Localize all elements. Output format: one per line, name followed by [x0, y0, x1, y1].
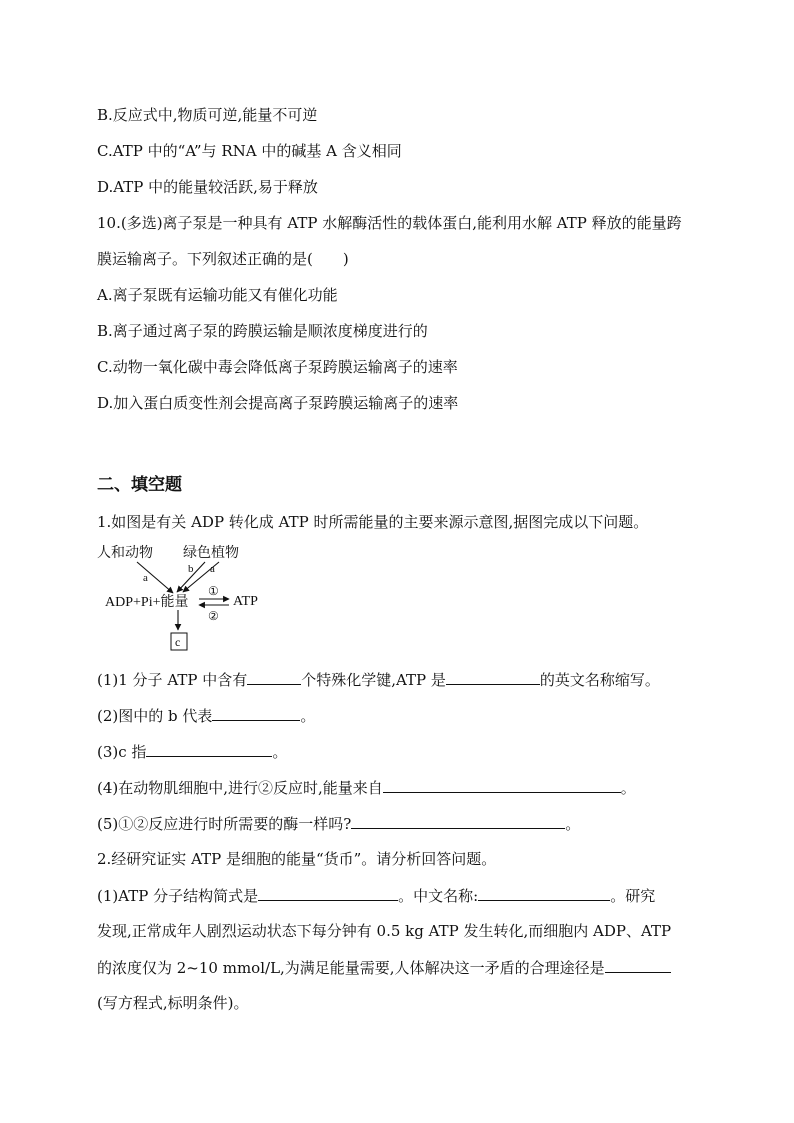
q1-part5 [97, 813, 580, 834]
q9-option-c: C.ATP 中的“A”与 RNA 中的碱基 A 含义相同 [97, 142, 402, 160]
q10-option-c: C.动物一氧化碳中毒会降低离子泵跨膜运输离子的速率 [97, 358, 458, 376]
q2-part1-text-d: 的浓度仅为 2~10 mmol/L,为满足能量需要,人体解决这一矛盾的合理途径是 [97, 959, 605, 977]
q2-part1-text-c: 。研究 [610, 887, 656, 905]
q1-part2-text-b: 。 [300, 707, 316, 725]
product-atp: ATP [233, 594, 258, 609]
answer-blank[interactable] [146, 741, 272, 757]
q9-option-d: D.ATP 中的能量较活跃,易于释放 [97, 178, 318, 196]
q10-option-a: A.离子泵既有运输功能又有催化功能 [97, 286, 338, 304]
q1-part4 [97, 777, 636, 798]
q1-part2 [97, 705, 315, 726]
q1-part3-text-b: 。 [272, 743, 288, 761]
q10-stem-line1: 10.(多选)离子泵是一种具有 ATP 水解酶活性的载体蛋白,能利用水解 ATP 释放的能量跨 [97, 214, 682, 232]
section-heading-fill-in: 二、填空题 [97, 475, 182, 495]
reaction-1-label: ① [208, 584, 219, 598]
q1-part3 [97, 741, 287, 762]
box-c-label: c [175, 635, 181, 649]
source-green-plants: 绿色植物 [183, 546, 239, 561]
answer-blank[interactable] [258, 885, 398, 901]
q2-part1-text-b: 。中文名称: [398, 887, 479, 905]
q1-part3-text-a: (3)c 指 [97, 743, 147, 761]
label-a-right: a [210, 563, 215, 575]
q1-part1-text-a: (1)1 分子 ATP 中含有 [97, 671, 248, 689]
q2-part1-text-a: (1)ATP 分子结构简式是 [97, 887, 259, 905]
answer-blank[interactable] [247, 669, 301, 685]
q2-stem: 2.经研究证实 ATP 是细胞的能量“货币”。请分析回答问题。 [97, 850, 497, 868]
reactants-adp-pi-energy: ADP+Pi+能量 [105, 595, 189, 610]
q10-stem-line2: 膜运输离子。下列叙述正确的是( ) [97, 250, 349, 268]
q10-option-d: D.加入蛋白质变性剂会提高离子泵跨膜运输离子的速率 [97, 394, 459, 412]
q1-part1-text-b: 个特殊化学键,ATP 是 [301, 671, 446, 689]
q1-part4-text-a: (4)在动物肌细胞中,进行②反应时,能量来自 [97, 779, 383, 797]
q1-part2-text-a: (2)图中的 b 代表 [97, 707, 213, 725]
q2-part1-line4: (写方程式,标明条件)。 [97, 994, 249, 1012]
q1-part5-text-b: 。 [565, 815, 581, 833]
q2-part1-line2: 发现,正常成年人剧烈运动状态下每分钟有 0.5 kg ATP 发生转化,而细胞内 ADP、ATP [97, 922, 672, 940]
answer-blank[interactable] [605, 957, 671, 973]
answer-blank[interactable] [351, 813, 565, 829]
answer-blank[interactable] [446, 669, 540, 685]
q1-part1 [97, 669, 660, 690]
q1-part4-text-b: 。 [620, 779, 636, 797]
reaction-2-label: ② [208, 609, 219, 623]
q2-part1-line1 [97, 885, 655, 906]
q1-stem: 1.如图是有关 ADP 转化成 ATP 时所需能量的主要来源示意图,据图完成以下问题。 [97, 513, 649, 531]
atp-energy-source-diagram [95, 540, 275, 655]
q1-part1-text-c: 的英文名称缩写。 [539, 671, 660, 689]
answer-blank[interactable] [212, 705, 300, 721]
q10-option-b: B.离子通过离子泵的跨膜运输是顺浓度梯度进行的 [97, 322, 428, 340]
q1-part5-text-a: (5)①②反应进行时所需要的酶一样吗? [97, 815, 352, 833]
label-a-left: a [143, 572, 148, 584]
q2-part1-line3 [97, 957, 671, 978]
q9-option-b: B.反应式中,物质可逆,能量不可逆 [97, 106, 318, 124]
source-humans-animals: 人和动物 [97, 546, 153, 561]
answer-blank[interactable] [383, 777, 621, 793]
answer-blank[interactable] [478, 885, 610, 901]
label-b: b [188, 563, 194, 575]
